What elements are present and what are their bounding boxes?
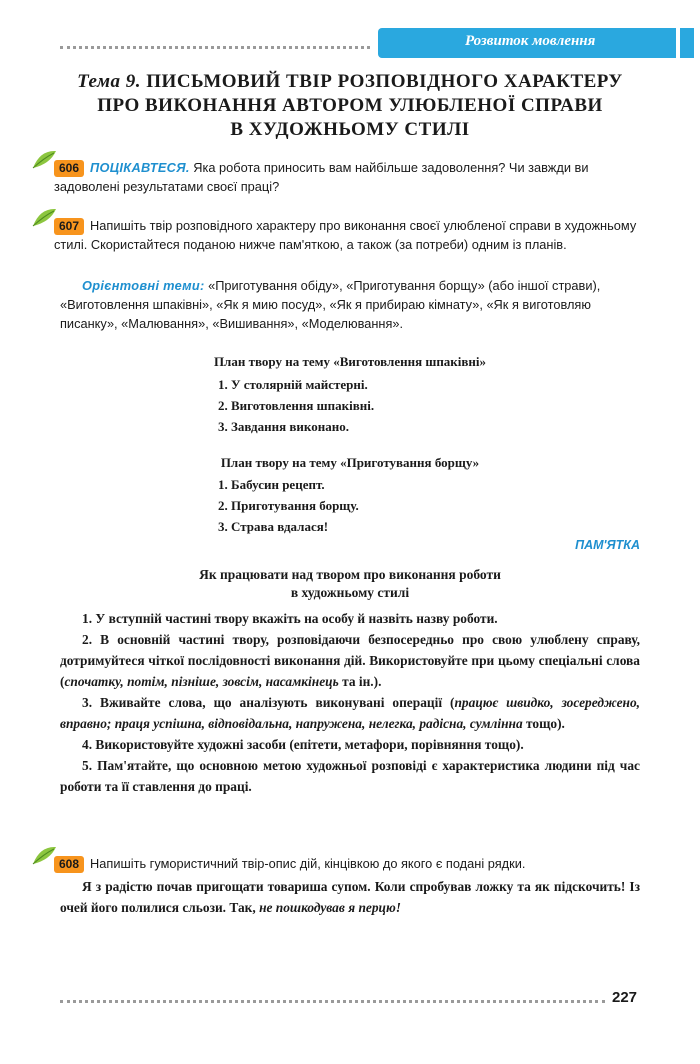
memo-item-3-end: тощо). <box>522 716 565 731</box>
topics-text: «Приготування обіду», «Приготування борщу» (або іншої страви), «Виготовлення шпаківні», «Як я мию посуд», «Як я прибираю кімнату», «Як я виготовляю писанку», «Малювання», «Вишивання», «Моделювання». <box>60 278 601 331</box>
memo-item-2 <box>60 629 640 692</box>
memo-item-3 <box>60 692 640 734</box>
memo-title <box>60 566 640 602</box>
memo-item-4: 4. Використовуйте художні засоби (епітети, метафори, порівняння тощо). <box>82 737 524 752</box>
plan2-title: План твору на тему «Приготування борщу» <box>220 455 480 470</box>
exercise-text: Напишіть твір розповідного характеру про виконання своєї улюбленої справи в художньому стилі. Скористайтеся поданою нижче пам'яткою, а також (за потреби) одним із планів. <box>54 218 637 252</box>
title-line3: В ХУДОЖНЬОМУ СТИЛІ <box>230 119 470 140</box>
memo-tag: ПАМ'ЯТКА <box>575 538 640 552</box>
list-item: 1. Бабусин рецепт. <box>218 477 325 492</box>
memo-item-2-words: спочатку, потім, пізніше, зовсім, насамкінець <box>64 674 339 689</box>
quote-text: Я з радістю почав пригощати товариша супом. Коли спробував ложку та як підскочить! Із очей його полилися сльози. Так, <box>60 879 640 915</box>
exercise-606 <box>54 158 644 196</box>
memo-item-5: 5. Пам'ятайте, що основною метою художньої розповіді є характеристика людини під час роботи та її ставлення до праці. <box>60 758 640 794</box>
memo-item-3-words: працює швидко, зосереджено, вправно; праця успішна, відповідальна, напружена, нелегка, радісна, сумлінна <box>60 695 640 731</box>
plan1-title: План твору на тему «Виготовлення шпаківні» <box>213 354 487 369</box>
topics-paragraph <box>60 276 640 333</box>
section-header-label: Розвиток мовлення <box>465 33 596 49</box>
quote-paragraph <box>60 876 640 918</box>
list-item: 2. Приготування борщу. <box>218 498 359 513</box>
exercise-607 <box>54 216 644 254</box>
page-title <box>60 70 640 142</box>
title-line1: ПИСЬМОВИЙ ТВІР РОЗПОВІДНОГО ХАРАКТЕРУ <box>146 71 623 92</box>
exercise-number-badge: 606 <box>54 160 84 177</box>
memo-item-3-start: 3. Вживайте слова, що аналізують виконувані операції ( <box>82 695 455 710</box>
title-line2: ПРО ВИКОНАННЯ АВТОРОМ УЛЮБЛЕНОЇ СПРАВИ <box>97 95 603 116</box>
exercise-608 <box>54 854 644 873</box>
section-header-stripe <box>680 28 694 58</box>
list-item: 3. Страва вдалася! <box>218 519 329 534</box>
list-item: 1. У столярній майстерні. <box>218 377 368 392</box>
list-item: 3. Завдання виконано. <box>218 419 349 434</box>
exercise-text: Яка робота приносить вам найбільше задоволення? Чи завжди ви задоволені результатами своєї праці? <box>54 160 589 194</box>
quote-italic: не пошкодував я перцю! <box>255 900 401 915</box>
exercise-text: Напишіть гумористичний твір-опис дій, кінцівкою до якого є подані рядки. <box>90 856 526 871</box>
exercise-tag: ПОЦІКАВТЕСЯ. <box>90 160 190 175</box>
list-item: 2. Виготовлення шпаківні. <box>218 398 375 413</box>
memo-title-line1: Як працювати над твором про виконання роботи <box>199 567 501 582</box>
memo-item-2-start: 2. В основній частині твору, розповідаючи безпосередньо про свою улюблену справу, дотримуйтеся чіткої послідовності виконання дій. Використовуйте при цьому спеціальні слова ( <box>60 632 640 689</box>
memo-item-1: 1. У вступній частині твору вкажіть на особу й назвіть назву роботи. <box>82 611 498 626</box>
memo-item-2-end: та ін.). <box>338 674 382 689</box>
title-lead: Тема 9. <box>77 71 142 92</box>
memo-title-line2: в художньому стилі <box>290 585 410 600</box>
topics-label: Орієнтовні теми: <box>82 278 205 293</box>
plan1-list <box>218 374 374 437</box>
top-dotted-divider <box>60 46 370 49</box>
page-number: 227 <box>612 989 638 1006</box>
bottom-dotted-divider <box>60 1000 605 1003</box>
plan2-list <box>218 474 359 537</box>
exercise-number-badge: 608 <box>54 856 84 873</box>
exercise-number-badge: 607 <box>54 218 84 235</box>
memo-list <box>60 608 640 797</box>
